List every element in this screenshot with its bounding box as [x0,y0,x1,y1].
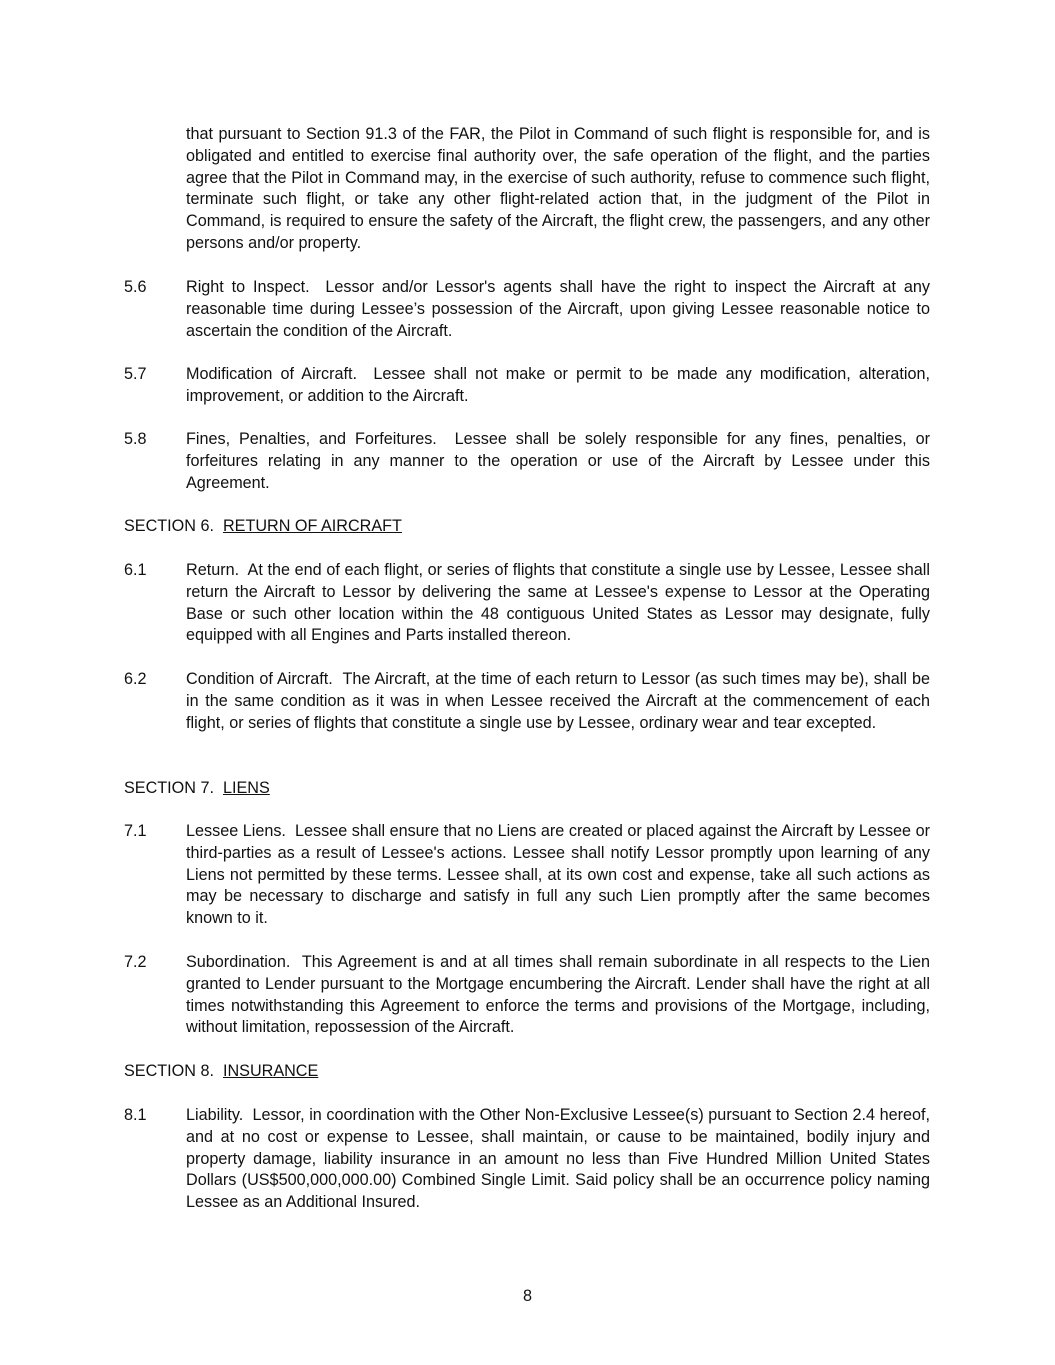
section-prefix: SECTION 8. [124,1062,214,1080]
clause-number: 5.6 [124,278,147,296]
clause-number: 7.2 [124,953,147,971]
clause-text: Lessee shall not make or permit to be made any modification, alteration, improvement, or addition to the Aircraft. [186,365,930,405]
clause-text: Lessor and/or Lessor's agents shall have the right to inspect the Aircraft at any reasonable time during Lessee’s possession of the Aircraft, upon giving Lessee reasonable notice to ascertain the condition of the Aircraft. [186,278,930,340]
clause-number: 6.1 [124,561,147,579]
clause-text: Lessee shall be solely responsible for any fines, penalties, or forfeitures relating in any manner to the operation or use of the Aircraft by Lessee under this Agreement. [186,430,930,492]
continuation-paragraph: that pursuant to Section 91.3 of the FAR, the Pilot in Command of such flight is responsible for, and is obligated and entitled to exercise final authority over, the safe operation of the flight, and the parties agree that the Pilot in Command may, in the exercise of such authority, refuse to commence such flight, terminate such flight, or take any other flight-related action that, in the judgment of the Pilot in Command, is required to ensure the safety of the Aircraft, the flight crew, the passengers, and any other persons and/or property. [186,125,930,252]
section-prefix: SECTION 6. [124,517,214,535]
clause-number: 5.7 [124,365,147,383]
section-8-heading [124,1061,924,1083]
section-title: INSURANCE [222,1062,319,1080]
clause-body [186,1105,930,1214]
clause-body [186,952,930,1039]
clause-title: Liability. [186,1106,244,1124]
clause-number: 6.2 [124,670,147,688]
clause-title: Subordination. [186,953,291,971]
clause-body [186,669,930,734]
clause-body [186,364,930,408]
clause-text: At the end of each flight, or series of flights that constitute a single use by Lessee, Lessee shall return the Aircraft to Lessor by delivering the same at Lessee's expense to Lessor at the Operating Base or such other location within the 48 contiguous United States as Lessor may designate, fully equipped with all Engines and Parts installed thereon. [186,561,930,645]
clause-text: This Agreement is and at all times shall remain subordinate in all respects to the Lien granted to Lender pursuant to the Mortgage encumbering the Aircraft. Lender shall have the right at all times notwithstanding this Agreement to enforce the terms and provisions of the Mortgage, including, without limitation, repossession of the Aircraft. [186,953,931,1037]
clause-body [186,560,930,647]
clause-body [186,821,930,930]
clause-text: The Aircraft, at the time of each return to Lessor (as such times may be), shall be in the same condition as it was in when Lessee received the Aircraft at the commencement of each flight, or series of flights that constitute a single use by Lessee, ordinary wear and tear excepted. [186,670,931,732]
section-prefix: SECTION 7. [124,779,214,797]
clause-title: Fines, Penalties, and Forfeitures. [186,430,437,448]
clause-title: Right to Inspect. [186,278,310,296]
clause-title: Modification of Aircraft. [186,365,358,383]
section-title: LIENS [222,779,270,797]
clause-number: 8.1 [124,1106,147,1124]
clause-title: Lessee Liens. [186,822,286,840]
clause-title: Condition of Aircraft. [186,670,333,688]
section-6-heading [124,516,924,538]
clause-body [186,277,930,342]
clause-number: 7.1 [124,822,147,840]
clause-text: Lessee shall ensure that no Liens are created or placed against the Aircraft by Lessee or third-parties as a result of Lessee's actions. Lessee shall notify Lessor promptly upon learning of any Liens not permitted by these terms. Lessee shall, at its own cost and expense, take all such actions as may be necessary to discharge and satisfy in full any such Lien promptly after the same becomes known to it. [186,822,930,928]
section-7-heading [124,778,924,800]
clause-body [186,429,930,494]
page-number: 8 [522,1287,532,1305]
section-title: RETURN OF AIRCRAFT [222,517,402,535]
clause-title: Return. [186,561,240,579]
clause-text: Lessor, in coordination with the Other Non-Exclusive Lessee(s) pursuant to Section 2.4 hereof, and at no cost or expense to Lessee, shall maintain, or cause to be maintained, bodily injury and property damage, liability insurance in an amount no less than Five Hundred Million United States Dollars (US$500,000,000.00) Combined Single Limit. Said policy shall be an occurrence policy naming Lessee as an Additional Insured. [186,1106,930,1212]
clause-number: 5.8 [124,430,147,448]
